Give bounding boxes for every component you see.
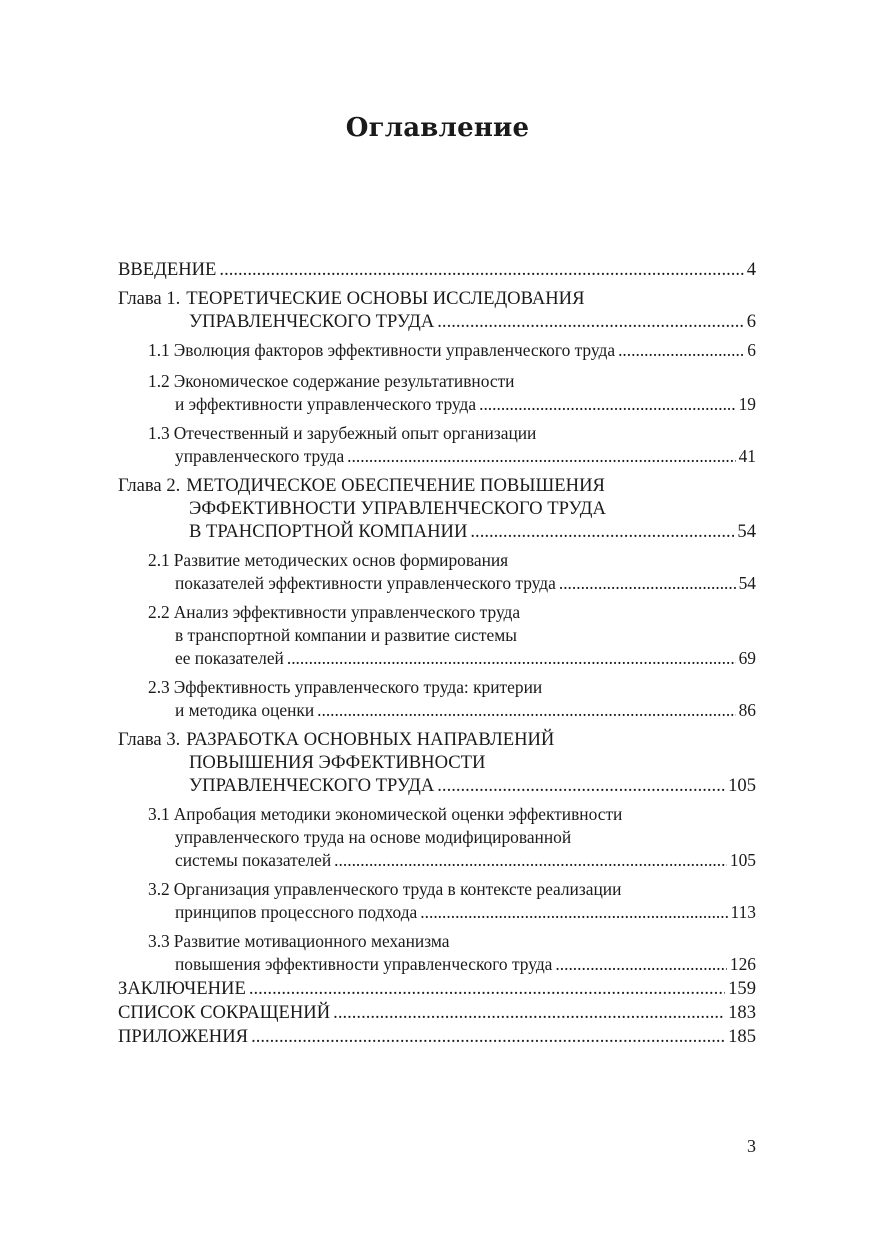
toc-entry-text: ЗАКЛЮЧЕНИЕ (118, 978, 246, 999)
toc-entry[interactable] (118, 258, 756, 281)
toc-entry-text: системы показателей (175, 850, 332, 870)
toc-line (118, 1025, 756, 1048)
toc-entry-number: Глава 3. (118, 729, 181, 750)
toc-entry-text: В ТРАНСПОРТНОЙ КОМПАНИИ (189, 521, 468, 542)
toc-line (118, 774, 756, 797)
toc-entry-number: 3.2 (148, 879, 170, 899)
toc-entry[interactable] (118, 339, 756, 362)
toc-line (118, 520, 756, 543)
toc-entry[interactable] (118, 370, 756, 416)
toc-entry[interactable] (118, 803, 756, 872)
toc-line (118, 370, 756, 393)
toc-entry-text: Развитие мотивационного механизма (173, 931, 450, 951)
toc-page-number: 54 (737, 521, 756, 542)
toc-entry[interactable] (118, 977, 756, 1000)
dot-leader (334, 849, 727, 872)
toc-entry[interactable] (118, 474, 756, 543)
toc-entry-text: в транспортной компании и развитие системы (175, 625, 517, 645)
toc-line (118, 497, 756, 520)
toc-entry-text: ЭФФЕКТИВНОСТИ УПРАВЛЕНЧЕСКОГО ТРУДА (189, 498, 606, 519)
toc-entry-number: 3.1 (148, 804, 170, 824)
toc-page-number: 54 (738, 573, 756, 593)
toc-entry-number: 1.3 (148, 423, 170, 443)
toc-line (118, 572, 756, 595)
toc-entry-text: ПОВЫШЕНИЯ ЭФФЕКТИВНОСТИ (189, 752, 486, 773)
dot-leader (479, 393, 736, 416)
page-title: Оглавление (345, 113, 530, 143)
toc-entry-text: и методика оценки (175, 700, 315, 720)
toc-page-number: 159 (728, 978, 756, 999)
toc-entry-text: Экономическое содержание результативности (173, 371, 515, 391)
toc-page-number: 105 (728, 775, 756, 796)
page-number: 3 (747, 1136, 756, 1156)
dot-leader (333, 1001, 725, 1024)
toc-line (118, 803, 756, 826)
toc-line (118, 878, 756, 901)
toc-entry[interactable] (118, 287, 756, 333)
toc-entry-text: ТЕОРЕТИЧЕСКИЕ ОСНОВЫ ИССЛЕДОВАНИЯ (186, 288, 585, 309)
toc-entry[interactable] (118, 878, 756, 924)
toc-line (118, 699, 756, 722)
toc-page-number: 105 (729, 850, 756, 870)
toc-entry-text: ВВЕДЕНИЕ (118, 259, 217, 280)
toc-page-number: 126 (729, 954, 756, 974)
toc-line (118, 1001, 756, 1024)
toc-page-number: 41 (738, 446, 756, 466)
dot-leader (347, 445, 735, 468)
toc-line (118, 901, 756, 924)
toc-entry-text: Апробация методики экономической оценки эффективности (173, 804, 623, 824)
dot-leader (420, 901, 727, 924)
dot-leader (437, 774, 725, 797)
toc-line (118, 601, 756, 624)
toc-entry-text: повышения эффективности управленческого труда (175, 954, 553, 974)
toc-entry-text: управленческого труда (175, 446, 345, 466)
toc-entry-text: Эволюция факторов эффективности управленческого труда (173, 340, 616, 360)
toc-line (118, 393, 756, 416)
toc-entry-number: 1.1 (148, 340, 170, 360)
toc-page-number: 86 (738, 700, 756, 720)
toc-entry-number: 2.1 (148, 550, 170, 570)
toc-line (118, 977, 756, 1000)
toc-entry-text: и эффективности управленческого труда (175, 394, 477, 414)
dot-leader (470, 520, 734, 543)
dot-leader (249, 977, 725, 1000)
toc-entry-number: Глава 2. (118, 475, 181, 496)
toc-line (118, 826, 756, 849)
toc-entry-text: принципов процессного подхода (175, 902, 418, 922)
toc-entry[interactable] (118, 1001, 756, 1024)
toc-entry-number: 2.2 (148, 602, 170, 622)
toc-entry-number: Глава 1. (118, 288, 181, 309)
toc-entry-text: УПРАВЛЕНЧЕСКОГО ТРУДА (189, 775, 435, 796)
toc-line (118, 422, 756, 445)
toc-page-number: 6 (746, 311, 756, 332)
dot-leader (317, 699, 735, 722)
toc-line (118, 676, 756, 699)
toc-page-number: 6 (747, 340, 756, 360)
toc-page-number: 69 (738, 648, 756, 668)
toc-entry-text: управленческого труда на основе модифицированной (175, 827, 572, 847)
toc-entry-text: Отечественный и зарубежный опыт организации (173, 423, 537, 443)
toc-line (118, 258, 756, 281)
table-of-contents (118, 258, 756, 1048)
toc-entry-number: 2.3 (148, 677, 170, 697)
toc-line (118, 474, 756, 497)
toc-line (118, 751, 756, 774)
toc-entry-text: МЕТОДИЧЕСКОЕ ОБЕСПЕЧЕНИЕ ПОВЫШЕНИЯ (186, 475, 605, 496)
toc-entry[interactable] (118, 1025, 756, 1048)
toc-entry-text: ПРИЛОЖЕНИЯ (118, 1026, 249, 1047)
toc-page-number: 113 (730, 902, 756, 922)
toc-page-number: 19 (738, 394, 756, 414)
toc-entry[interactable] (118, 676, 756, 722)
dot-leader (251, 1025, 725, 1048)
toc-entry-text: Анализ эффективности управленческого труда (173, 602, 521, 622)
toc-entry-text: РАЗРАБОТКА ОСНОВНЫХ НАПРАВЛЕНИЙ (186, 729, 555, 750)
toc-entry-text: ее показателей (175, 648, 284, 668)
toc-line (118, 549, 756, 572)
toc-entry-text: Эффективность управленческого труда: критерии (173, 677, 543, 697)
toc-entry-text: УПРАВЛЕНЧЕСКОГО ТРУДА (189, 311, 435, 332)
toc-entry[interactable] (118, 728, 756, 797)
toc-line (118, 339, 756, 362)
toc-line (118, 930, 756, 953)
toc-entry[interactable] (118, 601, 756, 670)
toc-line (118, 310, 756, 333)
toc-entry[interactable] (118, 422, 756, 468)
toc-entry-text: СПИСОК СОКРАЩЕНИЙ (118, 1002, 331, 1023)
toc-entry-number: 1.2 (148, 371, 170, 391)
dot-leader (437, 310, 743, 333)
toc-page-number: 4 (746, 259, 756, 280)
toc-entry[interactable] (118, 930, 756, 976)
toc-page-number: 183 (728, 1002, 756, 1023)
toc-entry-text: Организация управленческого труда в контексте реализации (173, 879, 622, 899)
toc-page-number: 185 (728, 1026, 756, 1047)
toc-entry-text: показателей эффективности управленческого труда (175, 573, 556, 593)
dot-leader (618, 339, 744, 362)
toc-line (118, 728, 756, 751)
toc-line (118, 624, 756, 647)
toc-entry[interactable] (118, 549, 756, 595)
dot-leader (555, 953, 727, 976)
toc-entry-number: 3.3 (148, 931, 170, 951)
toc-line (118, 849, 756, 872)
toc-line (118, 647, 756, 670)
toc-entry-text: Развитие методических основ формирования (173, 550, 509, 570)
dot-leader (559, 572, 736, 595)
dot-leader (219, 258, 743, 281)
toc-line (118, 445, 756, 468)
toc-line (118, 287, 756, 310)
dot-leader (287, 647, 736, 670)
toc-line (118, 953, 756, 976)
